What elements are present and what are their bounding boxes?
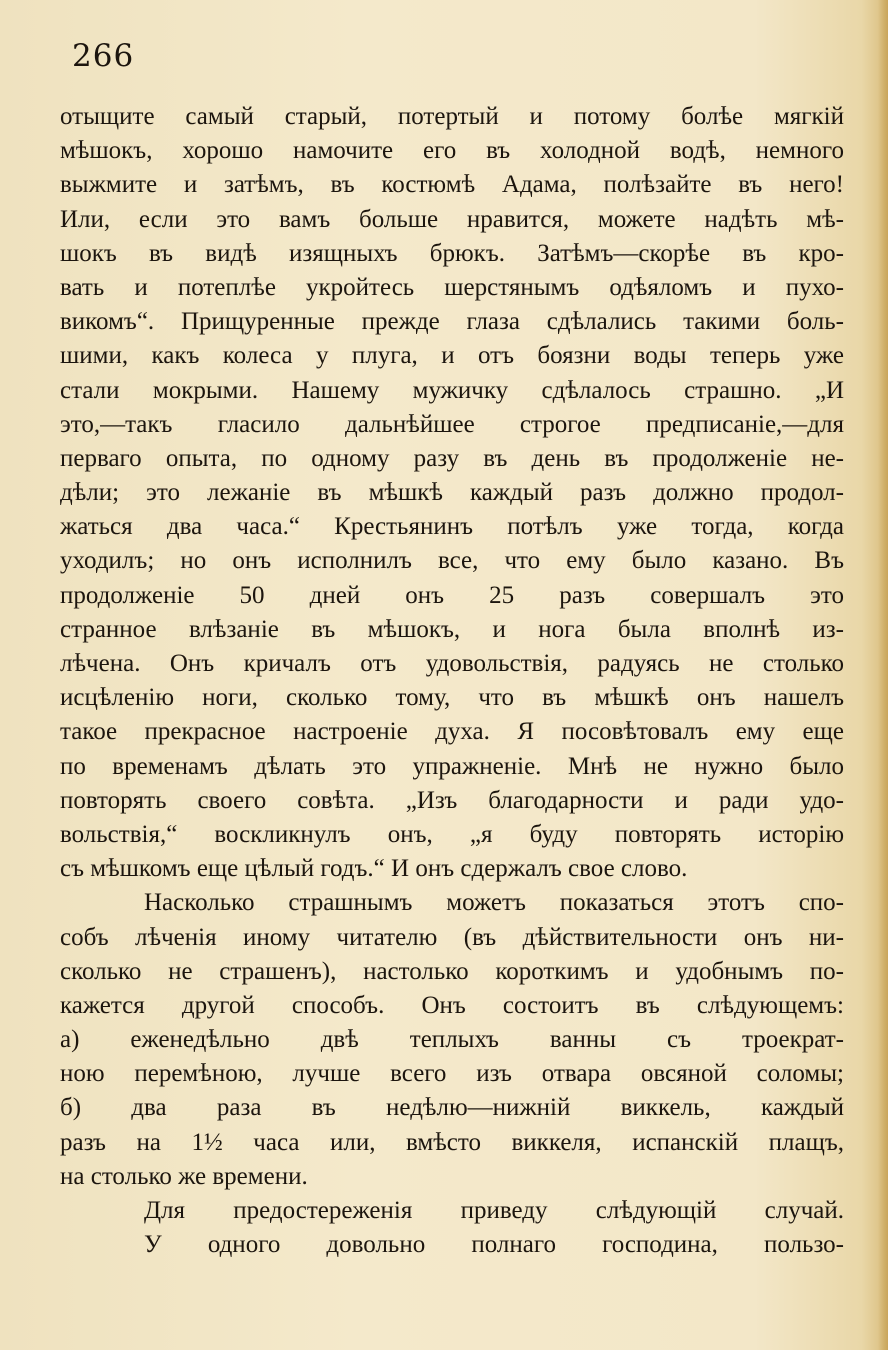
text-line: мѣшокъ, хорошо намочите его въ холодной водѣ, немного bbox=[60, 137, 844, 165]
page-number: 266 bbox=[72, 38, 135, 74]
text-line: странное влѣзаніе въ мѣшокъ, и нога была вполнѣ из- bbox=[60, 615, 844, 643]
text-line: жаться два часа.“ Крестьянинъ потѣлъ уже тогда, когда bbox=[60, 513, 844, 541]
text-line: викомъ“. Прищуренные прежде глаза сдѣлались такими боль- bbox=[60, 308, 844, 336]
text-line: У одного довольно полнаго господина, пользо- bbox=[144, 1231, 844, 1259]
text-line: а) еженедѣльно двѣ теплыхъ ванны съ троекрат- bbox=[60, 1026, 844, 1054]
text-line: шокъ въ видѣ изящныхъ брюкъ. Затѣмъ—скорѣе въ кро- bbox=[60, 239, 844, 267]
text-line: повторять своего совѣта. „Изъ благодарности и ради удо- bbox=[60, 786, 844, 814]
text-line: выжмите и затѣмъ, въ костюмѣ Адама, полѣзайте въ него! bbox=[60, 171, 844, 199]
text-line: кажется другой способъ. Онъ состоитъ въ слѣдующемъ: bbox=[60, 991, 844, 1019]
text-line: перваго опыта, по одному разу въ день въ продолженіе не- bbox=[60, 444, 844, 472]
text-line: б) два раза въ недѣлю—нижній виккель, каждый bbox=[60, 1094, 844, 1122]
text-line: продолженіе 50 дней онъ 25 разъ совершалъ это bbox=[60, 581, 844, 609]
text-line: на столько же времени. bbox=[60, 1162, 308, 1190]
text-line: вать и потеплѣе укройтесь шерстянымъ одѣяломъ и пухо- bbox=[60, 273, 844, 301]
text-line: по временамъ дѣлать это упражненіе. Мнѣ не нужно было bbox=[60, 752, 844, 780]
text-line: это,—такъ гласило дальнѣйшее строгое предписаніе,—для bbox=[60, 410, 844, 438]
text-line: исцѣленію ноги, сколько тому, что въ мѣшкѣ онъ нашелъ bbox=[60, 684, 844, 712]
text-line: Или, если это вамъ больше нравится, можете надѣть мѣ- bbox=[60, 205, 844, 233]
text-line: ною перемѣною, лучше всего изъ отвара овсяной соломы; bbox=[60, 1060, 844, 1088]
text-line: такое прекрасное настроеніе духа. Я посовѣтовалъ ему еще bbox=[60, 718, 844, 746]
text-line: отыщите самый старый, потертый и потому болѣе мягкій bbox=[60, 103, 844, 130]
text-line: лѣчена. Онъ кричалъ отъ удовольствія, радуясь не столько bbox=[60, 650, 844, 677]
text-line: Насколько страшнымъ можетъ показаться этотъ спо- bbox=[144, 889, 844, 917]
text-line: вольствія,“ воскликнулъ онъ, „я буду повторять исторію bbox=[60, 820, 844, 848]
page-text bbox=[60, 100, 844, 1262]
text-line: стали мокрыми. Нашему мужичку сдѣлалось страшно. „И bbox=[60, 376, 844, 404]
page-edge-shadow bbox=[878, 0, 888, 1350]
text-line: разъ на 1½ часа или, вмѣсто виккеля, испанскій плащъ, bbox=[60, 1128, 844, 1156]
text-line: сколько не страшенъ), настолько короткимъ и удобнымъ по- bbox=[60, 957, 844, 985]
text-line: дѣли; это лежаніе въ мѣшкѣ каждый разъ должно продол- bbox=[60, 479, 844, 507]
text-line: шими, какъ колеса у плуга, и отъ боязни воды теперь уже bbox=[60, 342, 844, 370]
text-line: съ мѣшкомъ еще цѣлый годъ.“ И онъ сдержалъ свое слово. bbox=[60, 855, 688, 883]
text-line: уходилъ; но онъ исполнилъ все, что ему было казано. Въ bbox=[60, 547, 844, 575]
text-line: Для предостереженія приведу слѣдующій случай. bbox=[144, 1197, 844, 1224]
text-line: собъ лѣченія иному читателю (въ дѣйствительности онъ ни- bbox=[60, 923, 844, 951]
